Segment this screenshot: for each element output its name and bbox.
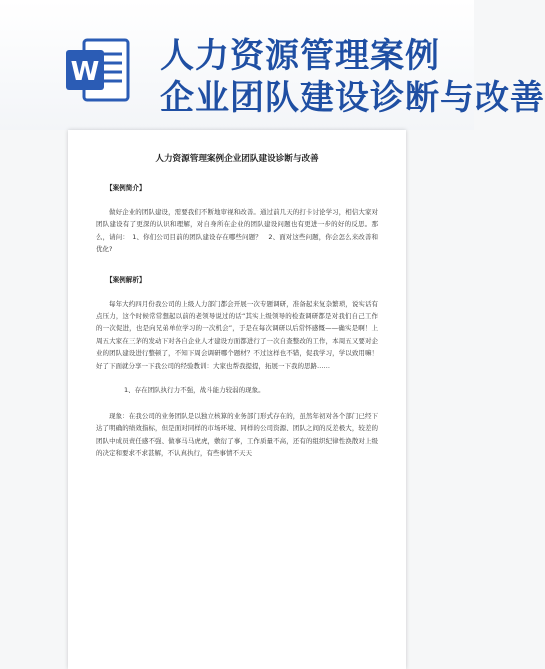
observation-paragraph: 现象：在我公司的业务团队是以独立核算的业务部门形式存在的，虽然年初对各个部门已经下达了明确的绩效指标，但是面对同样的市场环境、同样的公司资源、团队之间的反差极大，较差的团队中成员责任感不强、做事马马虎虎，敷衍了事，工作质量不高，还有的组织纪律性涣散对上级的决定和要求不求甚解，不认真执行，有些事情不天天: [96, 412, 378, 458]
word-logo-letter: W: [70, 57, 100, 87]
word-document-icon: [62, 34, 134, 106]
section-heading-analysis: 【案例解析】: [106, 275, 146, 284]
banner: [0, 0, 545, 130]
section-heading-intro: 【案例简介】: [106, 184, 146, 192]
list-item-point1: 1、存在团队执行力不强，战斗能力较弱的现象。: [124, 386, 265, 395]
banner-title-line2: 企业团队建设诊断与改善: [160, 78, 545, 118]
document-page: [68, 130, 406, 669]
banner-title-line1: 人力资源管理案例: [160, 36, 440, 76]
document-title: 人力资源管理案例企业团队建设诊断与改善: [155, 154, 319, 164]
intro-paragraph: 做好企业的团队建设，需要我们不断地审视和改善。通过前几天的打卡讨论学习，相信大家对团队建设有了更深的认识和理解，对自身所在企业的团队建设问题也有更进一步的好的反思。那么，请问： 1、你们公司目前的团队建设存在哪些问题？ 2、面对这些问题，你会怎么来改善和优化?: [96, 208, 378, 254]
analysis-paragraph: 每年大约四月份我公司的上级人力部门都会开展一次专题调研，准备起来复杂繁琐，说实话有点压力，这个时候常常想起以前的老领导说过的话“其实上级领导的检查调研都是对我们自己工作的一次促进，也是向兄弟单位学习的一次机会”，于是在每次调研以后常怀感慨——确实是啊！上周五大家在三茅的发动下对各自企业人才建设方面都进行了一次自查整改的工作，本周五又要对企业的团队建设进行整顿了，不知下周会调研哪个题材？不过这样也不错，促我学习，学以致用嘛！好了下面就分享一下我公司的经验教训：大家也帮我提提，拓展一下我的思路……: [96, 299, 378, 370]
